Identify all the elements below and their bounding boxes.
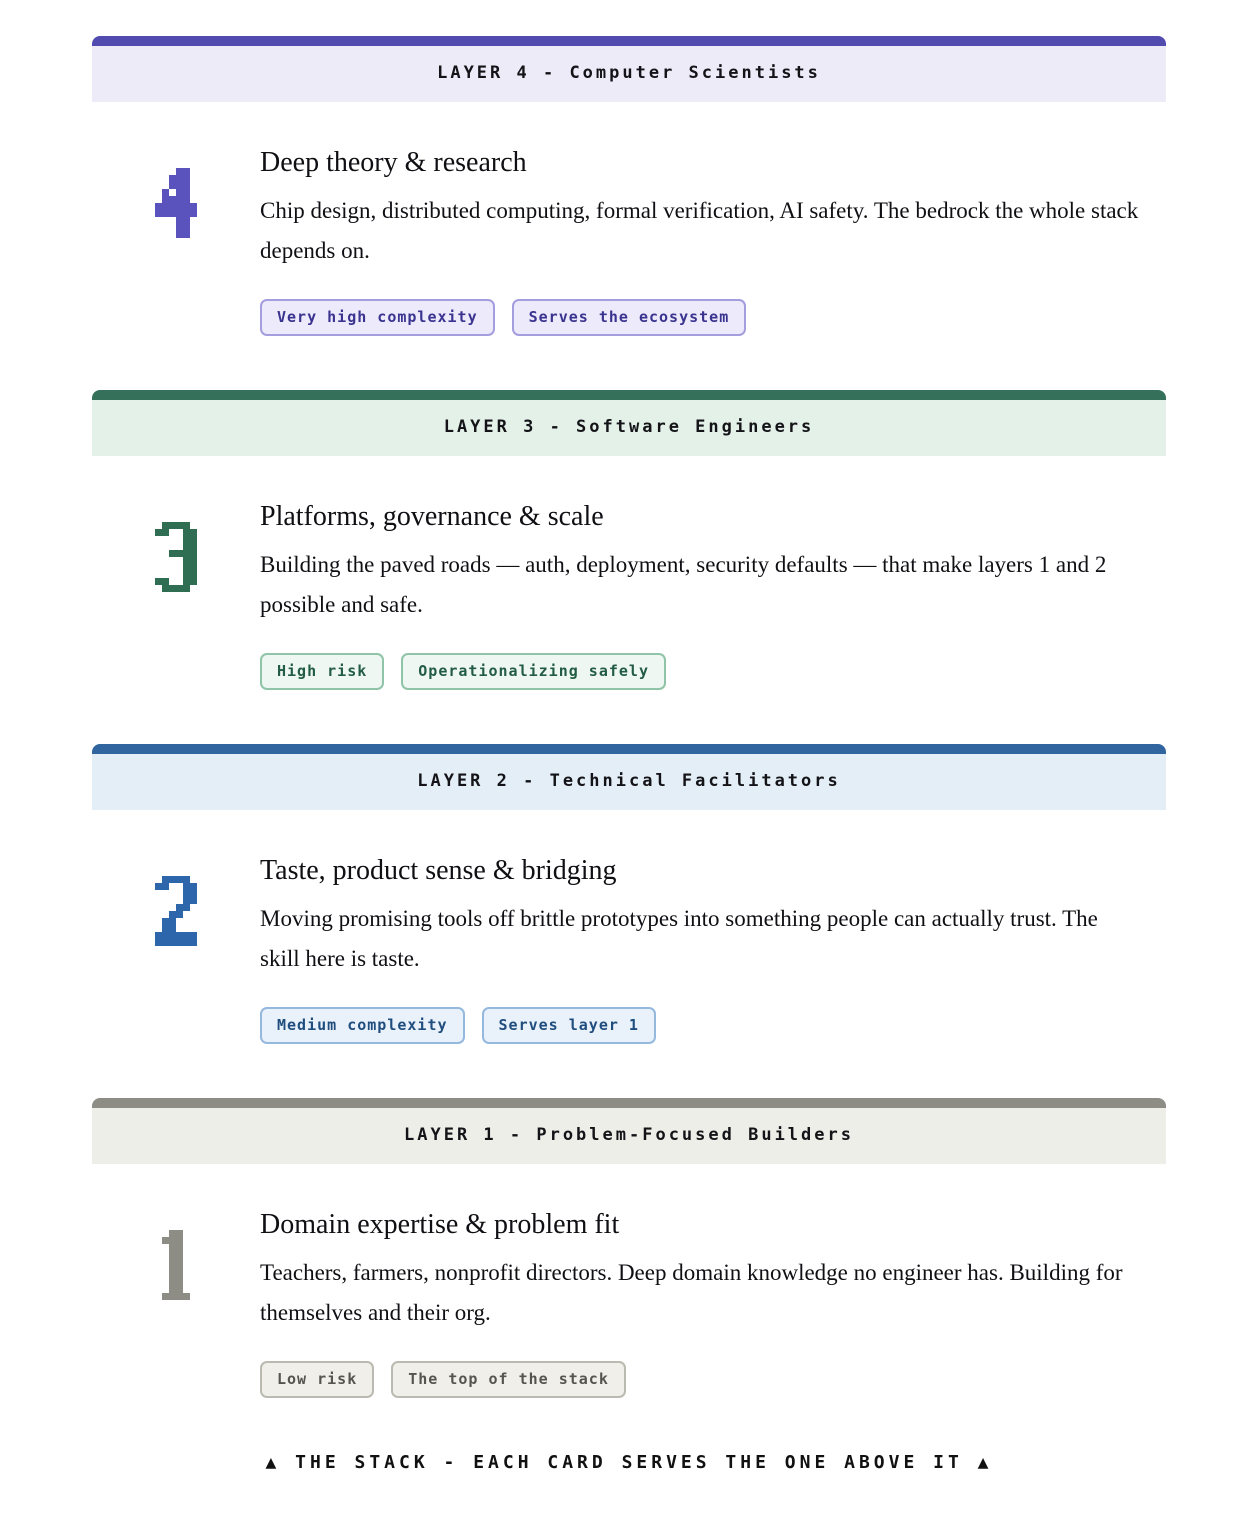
badge: High risk — [260, 653, 384, 690]
card-header-label: LAYER 2 - Technical Facilitators — [92, 754, 1166, 810]
digit-column — [92, 146, 260, 336]
layer-card — [92, 744, 1166, 1044]
card-title: Domain expertise & problem fit — [260, 1209, 620, 1240]
card-description: Building the paved roads — auth, deployment, security defaults — that make layers 1 and 2 possible and safe. — [260, 552, 1107, 617]
card-description: Moving promising tools off brittle prototypes into something people can actually trust. The skill here is taste. — [260, 906, 1098, 971]
badge: Low risk — [260, 1361, 374, 1398]
badge-row — [260, 1361, 1140, 1398]
card-accent-border — [92, 1098, 1166, 1108]
layer-number-pixel-digit — [155, 876, 197, 946]
card-body — [92, 810, 1166, 1044]
card-description: Chip design, distributed computing, formal verification, AI safety. The bedrock the whole stack depends on. — [260, 198, 1139, 263]
card-body — [92, 456, 1166, 690]
card-header-label: LAYER 4 - Computer Scientists — [92, 46, 1166, 102]
card-accent-border — [92, 36, 1166, 46]
card-content — [260, 146, 1164, 336]
digit-column — [92, 854, 260, 1044]
card-header-label: LAYER 3 - Software Engineers — [92, 400, 1166, 456]
badge: Very high complexity — [260, 299, 495, 336]
card-body — [92, 1164, 1166, 1398]
footer-caption: ▲ THE STACK - EACH CARD SERVES THE ONE ABOVE IT ▲ — [265, 1452, 993, 1473]
card-title: Platforms, governance & scale — [260, 501, 604, 532]
card-body — [92, 102, 1166, 336]
layer-number-pixel-digit — [155, 168, 197, 238]
badge: The top of the stack — [391, 1361, 626, 1398]
card-title: Taste, product sense & bridging — [260, 855, 617, 886]
layer-number-pixel-digit — [155, 522, 197, 592]
layer-stack — [92, 36, 1166, 1398]
card-content — [260, 500, 1164, 690]
card-accent-border — [92, 744, 1166, 754]
card-content — [260, 1208, 1164, 1398]
digit-column — [92, 1208, 260, 1398]
layer-card — [92, 390, 1166, 690]
badge-row — [260, 299, 1140, 336]
card-content — [260, 854, 1164, 1044]
layer-number-pixel-digit — [155, 1230, 197, 1300]
card-description: Teachers, farmers, nonprofit directors. Deep domain knowledge no engineer has. Building for themselves and their org. — [260, 1260, 1123, 1325]
badge-row — [260, 653, 1140, 690]
badge: Operationalizing safely — [401, 653, 666, 690]
badge: Serves the ecosystem — [512, 299, 747, 336]
card-accent-border — [92, 390, 1166, 400]
badge: Serves layer 1 — [482, 1007, 656, 1044]
layer-card — [92, 1098, 1166, 1398]
card-title: Deep theory & research — [260, 147, 527, 178]
badge-row — [260, 1007, 1140, 1044]
digit-column — [92, 500, 260, 690]
layer-card — [92, 36, 1166, 336]
badge: Medium complexity — [260, 1007, 465, 1044]
card-header-label: LAYER 1 - Problem-Focused Builders — [92, 1108, 1166, 1164]
